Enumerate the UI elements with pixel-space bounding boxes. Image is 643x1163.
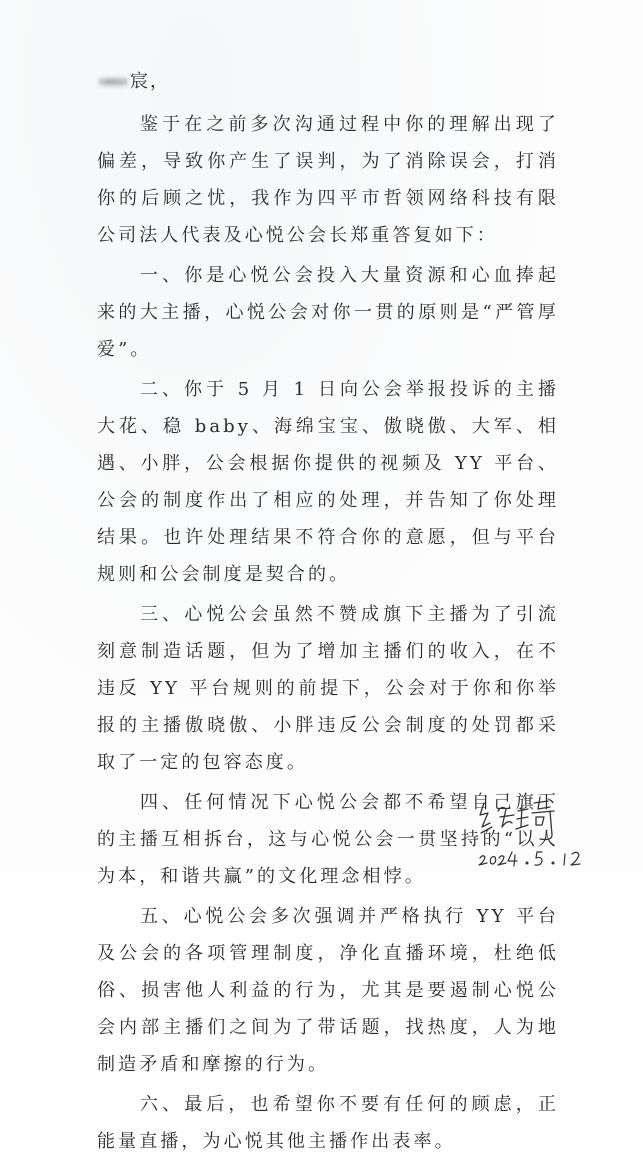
paragraph-point-3: 三、心悦公会虽然不赞成旗下主播为了引流刻意制造话题，但为了增加主播们的收入，在不违反 YY 平台规则的前提下，公会对于你和你举报的主播傲晓傲、小胖违反公会制度的处罚都采取了一定的包容态度。 (97, 604, 559, 773)
letter-body (97, 106, 559, 1163)
paragraph-point-2: 二、你于 5 月 1 日向公会举报投诉的主播大花、稳 baby、海绵宝宝、傲晓傲、大军、相遇、小胖，公会根据你提供的视频及 YY 平台、公会的制度作出了相应的处理，并告知了你处理结果。也许处理结果不符合你的意愿，但与平台规则和公会制度是契合的。 (97, 379, 559, 585)
redacted-name (98, 75, 128, 89)
paragraph-point-4: 四、任何情况下心悦公会都不希望自己旗下的主播互相拆台，这与心悦公会一贯坚持的“以人为本，和谐共赢”的文化理念相悖。 (97, 792, 559, 887)
handwritten-date (476, 846, 586, 870)
paragraph-point-5: 五、心悦公会多次强调并严格执行 YY 平台及公会的各项管理制度，净化直播环境，杜绝低俗、损害他人利益的行为，尤其是要遏制心悦公会内部主播们之间为了带话题，找热度，人为地制造矛盾和摩擦的行为。 (97, 906, 559, 1075)
paragraph-intro: 鉴于在之前多次沟通过程中你的理解出现了偏差，导致你产生了误判，为了消除误会，打消你的后顾之忧，我作为四平市哲领网络科技有限公司法人代表及心悦公会长郑重答复如下： (97, 114, 559, 246)
salutation (98, 71, 170, 93)
handwritten-signature (478, 793, 578, 845)
paragraph-point-6: 六、最后，也希望你不要有任何的顾虑，正能量直播，为心悦其他主播作出表率。 (97, 1094, 559, 1152)
paragraph-point-1: 一、你是心悦公会投入大量资源和心血捧起来的大主播，心悦公会对你一贯的原则是“严管厚爱”。 (97, 265, 559, 360)
salutation-text: 宸， (130, 71, 170, 92)
